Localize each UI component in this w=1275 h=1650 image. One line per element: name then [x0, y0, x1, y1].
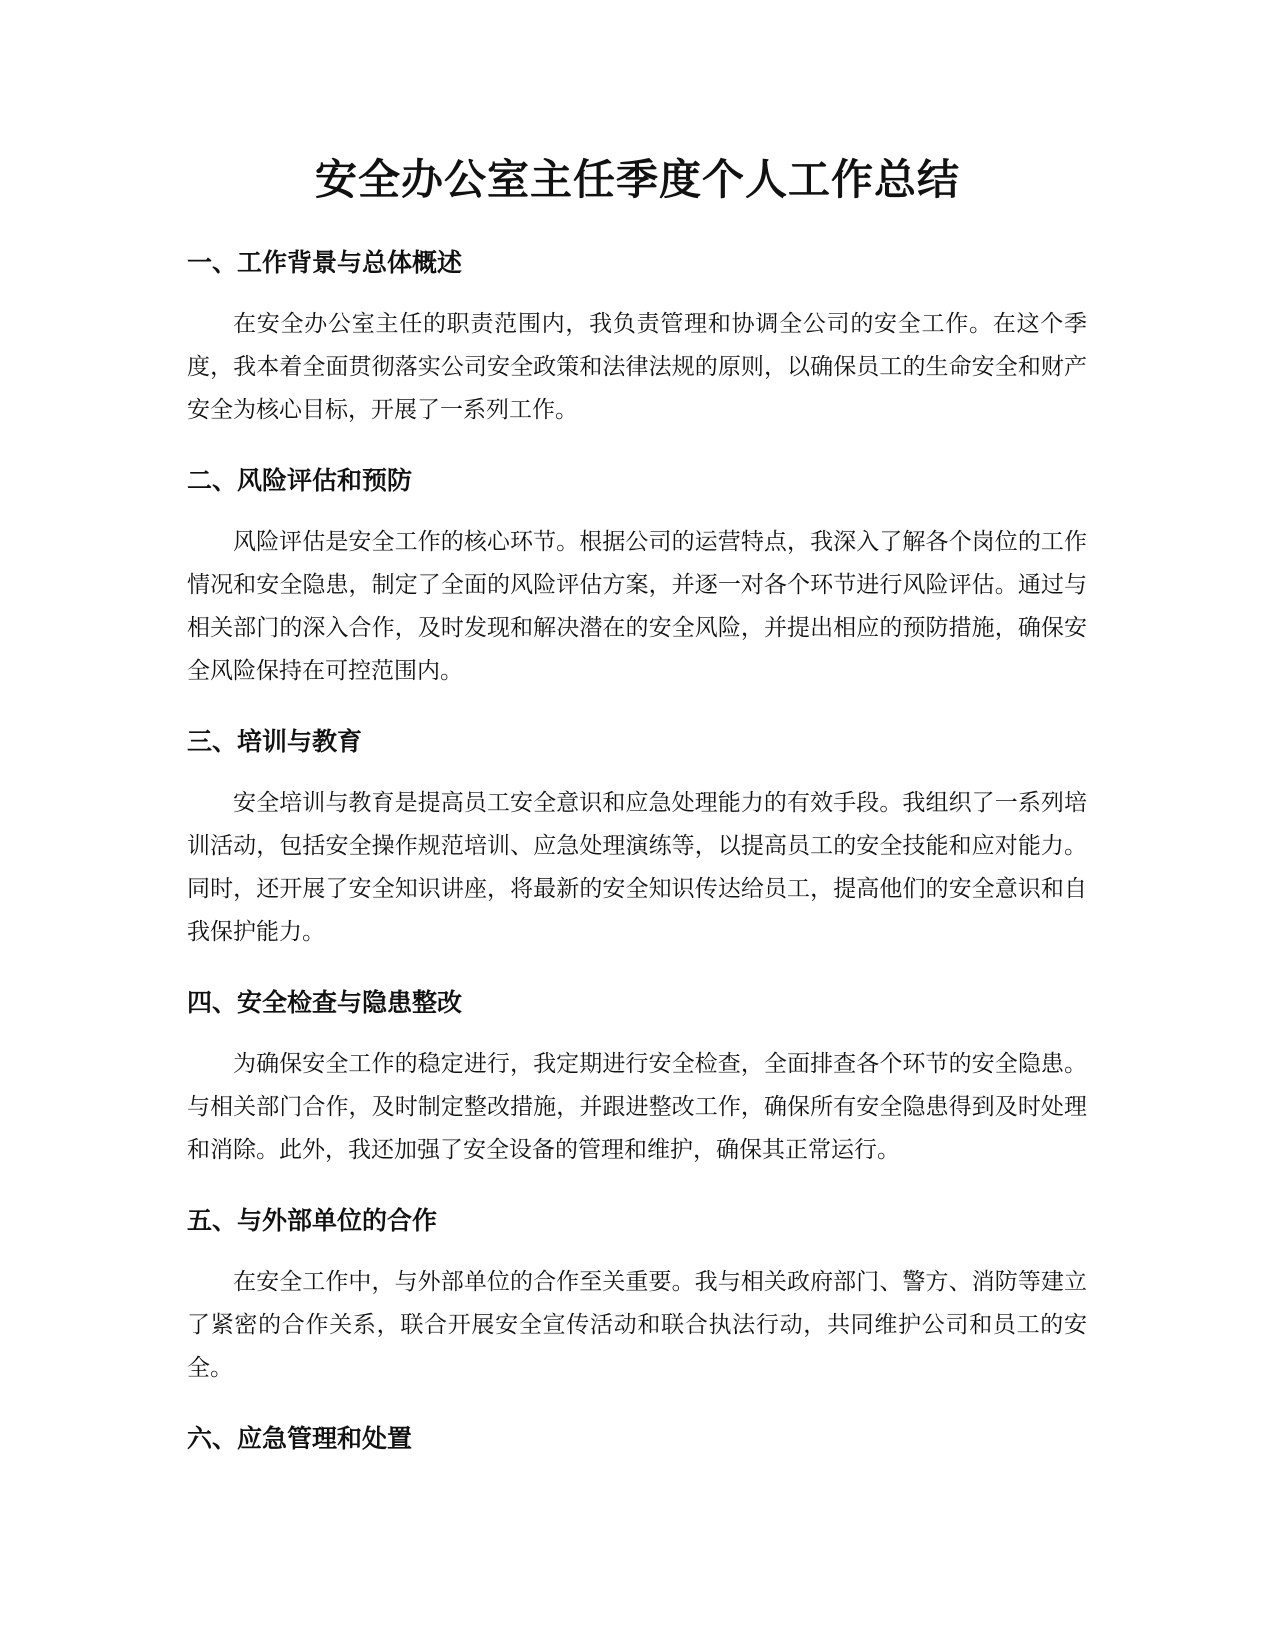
section-heading: 二、风险评估和预防 [187, 466, 413, 495]
section-paragraph: 为确保安全工作的稳定进行，我定期进行安全检查，全面排查各个环节的安全隐患。与相关部门合作，及时制定整改措施，并跟进整改工作，确保所有安全隐患得到及时处理和消除。此外，我还加强了安全设备的管理和维护，确保其正常运行。 [187, 1051, 1087, 1163]
document-title: 安全办公室主任季度个人工作总结 [314, 155, 960, 204]
section-paragraph: 在安全工作中，与外部单位的合作至关重要。我与相关政府部门、警方、消防等建立了紧密的合作关系，联合开展安全宣传活动和联合执法行动，共同维护公司和员工的安全。 [187, 1269, 1087, 1381]
section-heading: 四、安全检查与隐患整改 [187, 988, 463, 1017]
section-heading: 六、应急管理和处置 [187, 1424, 413, 1453]
section-training-education [187, 724, 1087, 954]
section-heading: 五、与外部单位的合作 [187, 1206, 438, 1235]
section-emergency-management [187, 1421, 1087, 1457]
section-paragraph: 风险评估是安全工作的核心环节。根据公司的运营特点，我深入了解各个岗位的工作情况和安全隐患，制定了全面的风险评估方案，并逐一对各个环节进行风险评估。通过与相关部门的深入合作，及时发现和解决潜在的安全风险，并提出相应的预防措施，确保安全风险保持在可控范围内。 [187, 529, 1087, 684]
section-heading: 一、工作背景与总体概述 [187, 248, 463, 277]
section-paragraph: 在安全办公室主任的职责范围内，我负责管理和协调全公司的安全工作。在这个季度，我本着全面贯彻落实公司安全政策和法律法规的原则，以确保员工的生命安全和财产安全为核心目标，开展了一系列工作。 [187, 311, 1087, 423]
section-heading: 三、培训与教育 [187, 727, 363, 756]
section-inspection-rectification [187, 985, 1087, 1172]
section-background-overview [187, 245, 1087, 432]
section-risk-assessment [187, 463, 1087, 693]
section-paragraph: 安全培训与教育是提高员工安全意识和应急处理能力的有效手段。我组织了一系列培训活动，包括安全操作规范培训、应急处理演练等，以提高员工的安全技能和应对能力。同时，还开展了安全知识讲座，将最新的安全知识传达给员工，提高他们的安全意识和自我保护能力。 [187, 790, 1087, 945]
section-external-cooperation [187, 1203, 1087, 1390]
document-body [187, 245, 1087, 1479]
